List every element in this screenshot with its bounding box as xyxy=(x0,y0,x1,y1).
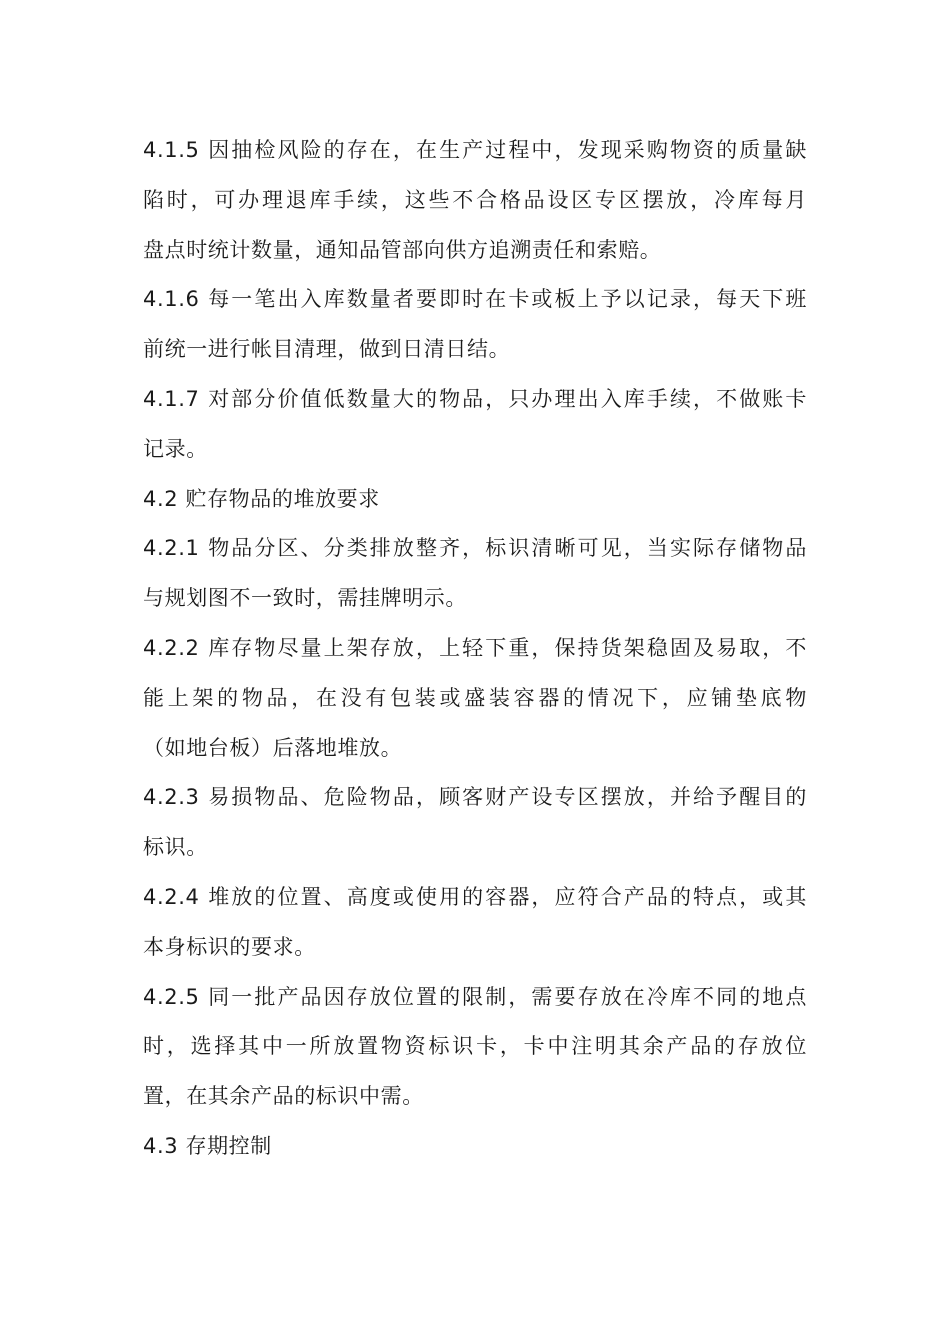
text-line: 4.2.5 同一批产品因存放位置的限制，需要存放在冷库不同的地点 xyxy=(143,984,807,1009)
paragraph-4-1-5 xyxy=(143,126,807,275)
text-line: 4.2.1 物品分区、分类排放整齐，标识清晰可见，当实际存储物品 xyxy=(143,536,807,561)
paragraph-4-2-2 xyxy=(143,624,807,773)
text-line: 4.2.4 堆放的位置、高度或使用的容器，应符合产品的特点，或其 xyxy=(143,884,807,909)
text-line: 4.1.6 每一笔出入库数量者要即时在卡或板上予以记录，每天下班 xyxy=(143,287,807,312)
text-line: 标识。 xyxy=(143,835,208,860)
text-line: 4.1.7 对部分价值低数量大的物品，只办理出入库手续，不做账卡 xyxy=(143,386,807,411)
text-line: 盘点时统计数量，通知品管部向供方追溯责任和索赔。 xyxy=(143,237,662,262)
paragraph-4-2-5 xyxy=(143,973,807,1122)
text-line: 与规划图不一致时，需挂牌明示。 xyxy=(143,586,467,611)
text-line: 4.2.2 库存物尽量上架存放，上轻下重，保持货架稳固及易取，不 xyxy=(143,635,807,660)
paragraph-4-2-4 xyxy=(143,873,807,973)
text-line: 4.2 贮存物品的堆放要求 xyxy=(143,486,380,511)
paragraph-4-1-7 xyxy=(143,375,807,475)
paragraph-4-1-6 xyxy=(143,275,807,375)
text-line: 记录。 xyxy=(143,436,208,461)
section-heading-4-2 xyxy=(143,475,807,525)
text-line: 能上架的物品，在没有包装或盛装容器的情况下，应铺垫底物 xyxy=(143,685,807,710)
text-line: 本身标识的要求。 xyxy=(143,934,316,959)
section-heading-4-3 xyxy=(143,1122,807,1172)
paragraph-4-2-3 xyxy=(143,773,807,873)
document-page xyxy=(143,126,807,1172)
text-line: 4.2.3 易损物品、危险物品，顾客财产设专区摆放，并给予醒目的 xyxy=(143,785,807,810)
text-line: 4.3 存期控制 xyxy=(143,1133,272,1158)
paragraph-4-2-1 xyxy=(143,524,807,624)
text-line: 时，选择其中一所放置物资标识卡，卡中注明其余产品的存放位 xyxy=(143,1034,807,1059)
text-line: 前统一进行帐目清理，做到日清日结。 xyxy=(143,337,511,362)
text-line: 陷时，可办理退库手续，这些不合格品设区专区摆放，冷库每月 xyxy=(143,187,807,212)
text-line: （如地台板）后落地堆放。 xyxy=(143,735,403,760)
text-line: 置，在其余产品的标识中需。 xyxy=(143,1084,424,1109)
text-line: 4.1.5 因抽检风险的存在，在生产过程中，发现采购物资的质量缺 xyxy=(143,138,807,162)
